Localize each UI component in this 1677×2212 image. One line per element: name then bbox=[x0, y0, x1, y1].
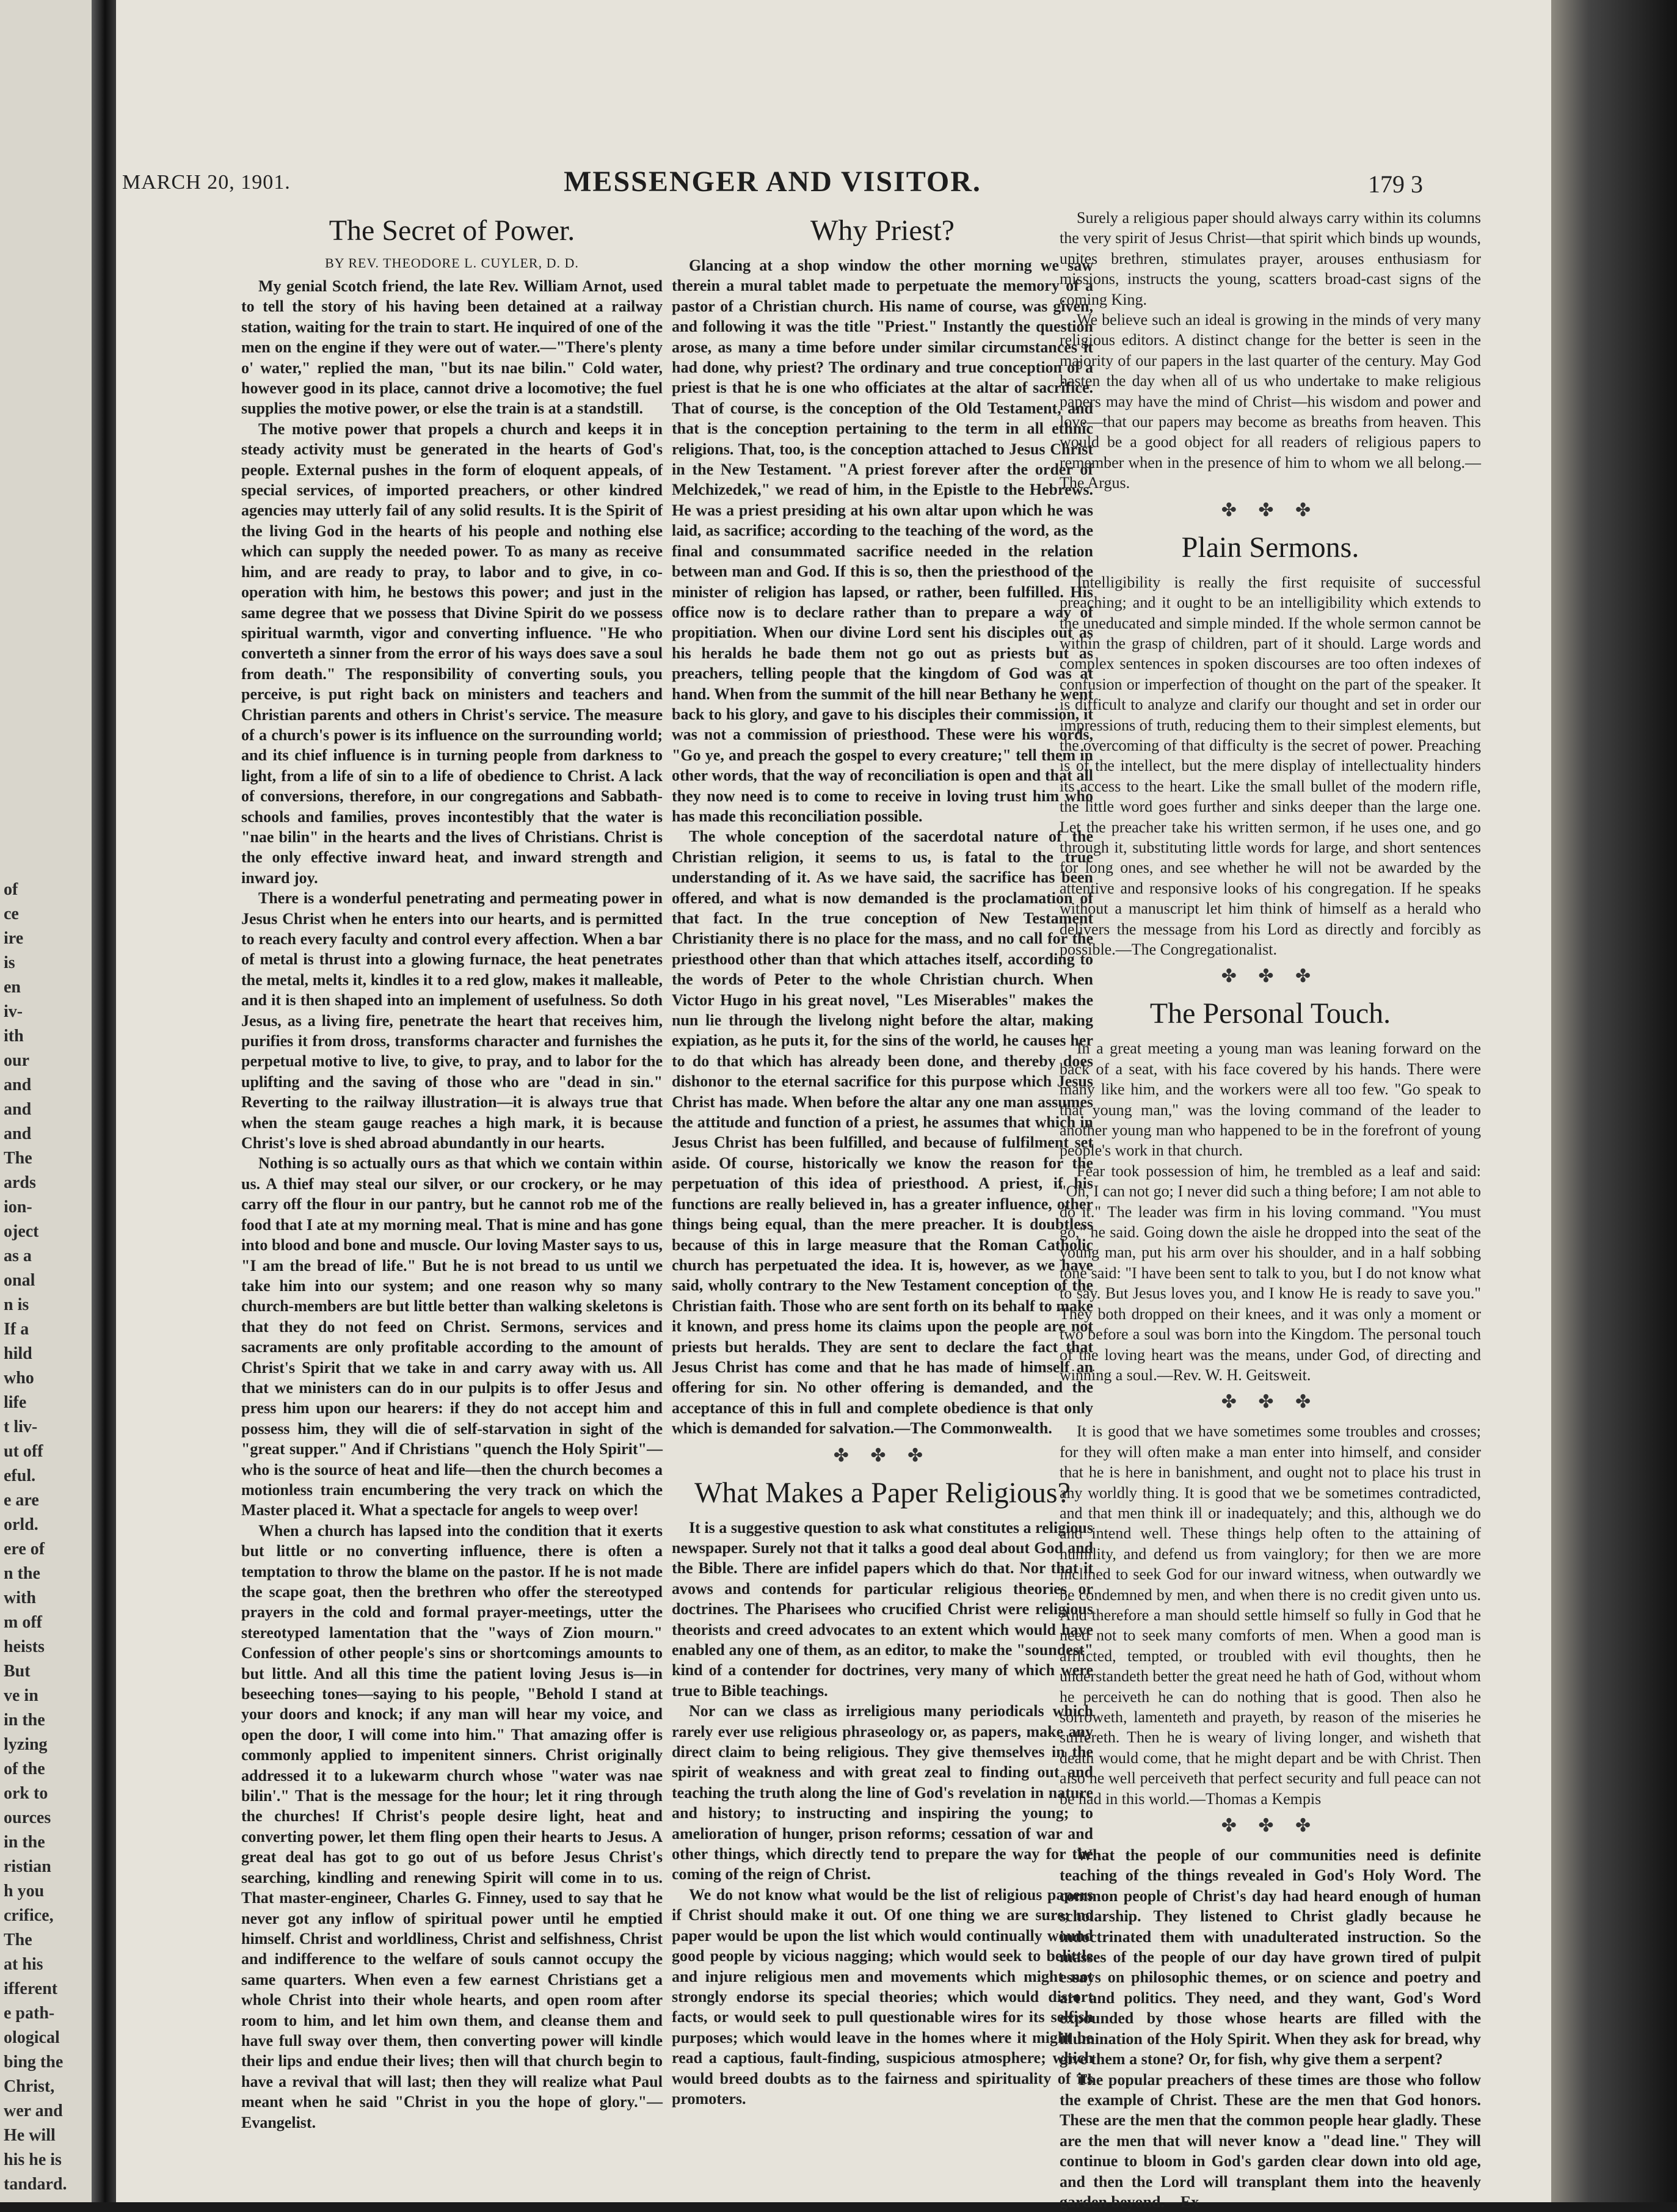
facing-page-text: and bbox=[4, 1075, 31, 1096]
article-body bbox=[1060, 1038, 1481, 1385]
facing-page-text: our bbox=[4, 1050, 29, 1071]
section-ornament: ✤ ✤ ✤ bbox=[1060, 1391, 1481, 1413]
facing-page-text: ork to bbox=[4, 1783, 48, 1804]
page-header bbox=[122, 165, 1423, 202]
paragraph: Surely a religious paper should always carry within its columns the very spirit of Jesus Christ—that spirit which binds up wounds, unites brethren, stimulates prayer, arouses enthusiasm for missions, instructs the young, scatters broad-cast signs of the coming King. bbox=[1060, 208, 1481, 310]
article-title: What Makes a Paper Religious? bbox=[672, 1475, 1093, 1512]
facing-page-text: ce bbox=[4, 904, 19, 925]
facing-page-text: of bbox=[4, 879, 18, 900]
facing-page-text: crifice, bbox=[4, 1905, 54, 1926]
facing-page-text: in the bbox=[4, 1710, 45, 1731]
paragraph: My genial Scotch friend, the late Rev. William Arnot, used to tell the story of his having been detained at a railway station, waiting for the train to start. He inquired of one of the men on the engine if they were out of water.—"There's plenty o' water," replied the man, "but its nae bilin." Cold water, however good in its place, cannot drive a locomotive; the fuel supplies the motive power, or else the train is at a standstill. bbox=[241, 276, 663, 419]
article-body-continued bbox=[1060, 208, 1481, 493]
facing-page-text: and bbox=[4, 1124, 31, 1144]
facing-page-text: life bbox=[4, 1392, 26, 1413]
article-body bbox=[672, 255, 1093, 1439]
paragraph: We believe such an ideal is growing in the minds of very many religious editors. A distinct change for the better is seen in the majority of our papers in the last quarter of the century. May God hasten the day when all of us who undertake to make religious papers may have the mind of Christ—his wisdom and power and love—that our papers may become as breaths from heaven. This would be a good object for all readers of religious papers to remember when in the presence of him to whom we all belong.—The Argus. bbox=[1060, 310, 1481, 493]
section-ornament: ✤ ✤ ✤ bbox=[672, 1445, 1093, 1466]
facing-page-text: heists bbox=[4, 1637, 45, 1657]
facing-page-text: m off bbox=[4, 1612, 42, 1633]
article-body bbox=[672, 1518, 1093, 2109]
facing-page-text: and bbox=[4, 1099, 31, 1120]
paragraph: Glancing at a shop window the other morning we saw therein a mural tablet made to perpetuate the memory of a pastor of a Christian church. His name of course, was given, and following it was the title "Priest." Instantly the question arose, as many a time before under similar circumstances it had done, why priest? The ordinary and true conception of a priest is that he is one who officiates at the altar of sacrifice. That of course, is the conception of the Old Testament, and that is the conception pertaining to the term in all ethnic religions. That, too, is the conception attached to Jesus Christ in the New Testament. "A priest forever after the order of Melchizedek," we read of him, in the Epistle to the Hebrews. He was a priest presiding at his own altar upon which he was laid, as sacrifice; according to the teaching of the word, as the final and consummated sacrifice needed in the relation between man and God. If this is so, then the priesthood of the minister of religion has lapsed, or rather, been fulfilled. His office now is to declare rather than to prepare a way of propitiation. When our divine Lord sent his disciples out as his heralds he bade them not go out as priests but as preachers, telling people that the kingdom of God was at hand. When from the summit of the hill near Bethany he went back to his glory, and gave to his disciples their commission, it was not a commission of priesthood. These were his words, "Go ye, and preach the gospel to every creature;" tell them in other words, that the way of reconciliation is open and that all they now need is to come to receive in loving trust him who has made this reconciliation possible. bbox=[672, 255, 1093, 826]
facing-page-text: ifferent bbox=[4, 1979, 57, 1999]
facing-page-text: But bbox=[4, 1661, 31, 1682]
paragraph: It is good that we have sometimes some troubles and crosses; for they will often make a man enter into himself, and consider that he is here in banishment, and ought not to place his trust in any worldly thing. It is good that we be sometimes contradicted, and that men think ill or inadequately; and this, although we do and intend well. These things help often to the attaining of humility, and defend us from vainglory; for then we are more inclined to seek God for our inward witness, when outwardly we be condemned by men, and when there is no credit given unto us. And therefore a man should settle himself so fully in God that he need not to seek many comforts of men. When a good man is afflicted, tempted, or troubled with evil thoughts, then he understandeth better the great need he hath of God, without whom he perceiveth he can do nothing that is good. Then also he sorroweth, lamenteth and prayeth, by reason of the miseries he suffereth. Then he is weary of living longer, and wisheth that death would come, that he might depart and be with Christ. Then also he well perceiveth that perfect security and full peace can not be had in this world.—Thomas a Kempis bbox=[1060, 1421, 1481, 1809]
facing-page-text: n is bbox=[4, 1295, 29, 1315]
paragraph: The popular preachers of these times are those who follow the example of Christ. These are the men that God honors. These are the men that the common people hear gladly. These are the men that will never know a "dead line." They will continue to bloom in God's garden clear down into old age, and then the Lord will transplant them into the heavenly garden beyond.—Ex bbox=[1060, 2070, 1481, 2212]
facing-page-text: at his bbox=[4, 1954, 43, 1975]
paragraph: We do not know what would be the list of religious papers if Christ should make it out. Of one thing we are sure; no paper would be upon the list which would continually wound good people by vicious nagging; which would seek to belittle and injure religious men and movements which might not strongly endorse its special theories; which would distort facts, or would seek to pull questionable wires for its selfish purposes; which would leave in the homes where it might be read a captious, fault-finding, suspicious atmosphere; which would breed doubts as to the fairness and spirituality of its promoters. bbox=[672, 1885, 1093, 2109]
column-2 bbox=[672, 208, 1093, 2109]
book-edge bbox=[1551, 0, 1677, 2202]
section-ornament: ✤ ✤ ✤ bbox=[1060, 500, 1481, 521]
facing-page-text: ological bbox=[4, 2028, 60, 2048]
facing-page-text: wer and bbox=[4, 2101, 63, 2122]
facing-page-text: tandard. bbox=[4, 2174, 67, 2195]
facing-page-fragment bbox=[0, 0, 92, 2202]
facing-page-text: If a bbox=[4, 1319, 29, 1340]
facing-page-text: of the bbox=[4, 1759, 45, 1780]
facing-page-text: ve in bbox=[4, 1686, 38, 1706]
facing-page-text: iv- bbox=[4, 1002, 23, 1022]
paragraph: Nor can we class as irreligious many periodicals which rarely ever use religious phraseology or, as papers, make any direct claim to being religious. They give themselves in the spirit of weakness and with great zeal to finding out and teaching the truth along the line of God's revelation in nature and history; to instructing and inspiring the young; to amelioration of hunger, prison reforms; cessation of war and other things, which directly tend to prepare the way for the coming of the reign of Christ. bbox=[672, 1701, 1093, 1885]
paragraph: It is a suggestive question to ask what constitutes a religious newspaper. Surely not that it talks a good deal about God and the Bible. There are infidel papers which do that. Nor that it avows and contends for particular religious theories or doctrines. The Pharisees who crucified Christ were religious theorists and creed advocates to an extent which would have enabled any one of them, as an editor, to make the "soundest" kind of a contender for doctrines, very many of which were true to Bible teachings. bbox=[672, 1518, 1093, 1701]
article-body bbox=[1060, 1421, 1481, 1809]
facing-page-text: ards bbox=[4, 1173, 36, 1193]
paragraph: There is a wonderful penetrating and permeating power in Jesus Christ when he enters into our hearts, and is permitted to reach every faculty and control every affection. When a bar of metal is thrust into a glowing furnace, the heat penetrates the metal, melts it, kindles it to a red glow, makes it malleable, and it is then shaped into an implement of usefulness. So doth Jesus, as a living fire, penetrate the heart that receives him, purifies it from dross, transforms character and furnishes the perpetual motive to live, to give, to pray, and to labor for the uplifting and the saving of those who are "dead in sin." Reverting to the railway illustration—it is always true that when the steam gauge reaches a high mark, it is because Christ's love is shed abroad abundantly in our hearts. bbox=[241, 888, 663, 1153]
facing-page-text: ristian bbox=[4, 1857, 51, 1877]
facing-page-text: his he is bbox=[4, 2150, 62, 2170]
facing-page-text: orld. bbox=[4, 1515, 38, 1535]
paragraph: The whole conception of the sacerdotal nature of the Christian religion, it seems to us, is fatal to the true understanding of it. As we have said, the sacrifice has been offered, and what is now demanded is the proclamation of that fact. In the true conception of New Testament Christianity there is no place for the mass, and no call for the priesthood other than that which attaches itself, according to the words of Peter to the whole Christian church. When Victor Hugo in his great novel, "Les Miserables" makes the nun lie through the livelong night before the altar, making expiation, as he puts it, for the sins of the world, he causes her to do that which has already been done, and thereby does dishonor to the eternal sacrifice for this purpose which Jesus Christ has made. When before the altar any one man assumes the attitude and function of a priest, he assumes that which in Jesus Christ has been fulfilled, and because of fulfilment set aside. Of course, historically we know the reason for the perpetuation of this idea of priesthood. A priest, if his functions are really believed in, has a greater influence, other things being equal, than the mere preacher. It is doubtless because of this in large measure that the Roman Catholic church has perpetuated the idea. It is, however, as we have said, wholly contrary to the New Testament conception of the Christian faith. Those who are sent forth on its behalf to make it known, and press home its claims upon the people are not priests but heralds. They are sent to declare the fact that Jesus Christ has come and that he has made of himself an offering for sin. No other offering is demanded, and the acceptance of this in full and complete obedience is that only which is demanded for salvation.—The Commonwealth. bbox=[672, 826, 1093, 1438]
section-ornament: ✤ ✤ ✤ bbox=[1060, 1815, 1481, 1836]
book-gutter bbox=[92, 0, 116, 2202]
facing-page-text: ere of bbox=[4, 1539, 45, 1560]
facing-page-text: ion- bbox=[4, 1197, 32, 1218]
facing-page-text: e path- bbox=[4, 2003, 54, 2024]
facing-page-text: The bbox=[4, 1930, 32, 1951]
facing-page-text: as a bbox=[4, 1246, 32, 1267]
facing-page-text: en bbox=[4, 977, 21, 998]
issue-date: MARCH 20, 1901. bbox=[122, 171, 291, 194]
paragraph: Intelligibility is really the first requisite of successful preaching; and it ought to be an intelligibility which extends to the uneducated and simple minded. If the whole sermon cannot be within the grasp of children, part of it should. Large words and complex sentences in spoken discourses are too often indexes of confusion or imperfection of thought on the part of the speaker. It is difficult to analyze and clarify our thought and set in order our impressions of truth, reducing them to their simplest elements, but the overcoming of that difficulty is the secret of power. Preaching is of the intellect, but the mere display of intellectuality hinders its access to the heart. Like the small bullet of the modern rifle, the little word goes further and sinks deeper than the large one. Let the preacher take his written sermon, if he uses one, and go through it, substituting little words for large, and short sentences for long ones, and see whether he will not be awarded by the attentive and responsive looks of his congregation. If he speaks without a manuscript let him think of himself as a herald who delivers the message from his Lord as directly and forcibly as possible.—The Congregationalist. bbox=[1060, 572, 1481, 960]
facing-page-text: with bbox=[4, 1588, 36, 1609]
masthead: MESSENGER AND VISITOR. bbox=[122, 165, 1423, 198]
column-3 bbox=[1060, 208, 1481, 2212]
facing-page-text: in the bbox=[4, 1832, 45, 1853]
facing-page-text: who bbox=[4, 1368, 34, 1389]
facing-page-text: lyzing bbox=[4, 1734, 48, 1755]
paragraph: In a great meeting a young man was leaning forward on the back of a seat, with his face covered by his hands. There were many like him, and the workers were all too few. "Go speak to that young man," was the loving command of the leader to another young man who happened to be in the forefront of young people's work in that church. bbox=[1060, 1038, 1481, 1160]
section-ornament: ✤ ✤ ✤ bbox=[1060, 966, 1481, 987]
facing-page-text: h you bbox=[4, 1881, 44, 1902]
article-title: Plain Sermons. bbox=[1060, 529, 1481, 566]
facing-page-text: ut off bbox=[4, 1441, 43, 1462]
page-number: 179 3 bbox=[1368, 170, 1423, 198]
facing-page-text: ources bbox=[4, 1808, 51, 1828]
article-title: The Personal Touch. bbox=[1060, 995, 1481, 1032]
facing-page-text: ire bbox=[4, 928, 23, 949]
facing-page-text: The bbox=[4, 1148, 32, 1169]
paragraph: When a church has lapsed into the condition that it exerts but little or no converting influence, there is often a temptation to throw the blame on the pastor. If he is not made the scape goat, then the brethren who offer the stereotyped prayers in the cold and formal prayer-meetings, utter the stereotyped lamentation that the "ways of Zion mourn." Confession of other people's sins or shortcomings amounts to but little. And all this time the patient loving Jesus is—in beseeching tones—saying to his people, "Behold I stand at your doors and knock; if any man will hear my voice, and open the door, I will come into him." That amazing offer is commonly applied to impenitent sinners. Christ originally addressed it to a lukewarm church whose "water was nae bilin'." That is the message for the hour; let it ring through the churches! If Christ's people desire light, heat and converting power, let them fling open their hearts to Jesus. A great deal has got to go out of us before Jesus Christ's searching, kindling and renewing Spirit will come in to us. That master-engineer, Charles G. Finney, used to say that he never got any inflow of spiritual power until he emptied himself. Christ and worldliness, Christ and selfishness, Christ and indifference to the welfare of souls cannot occupy the same quarters. When even a few earnest Christians get a whole Christ into their whole hearts, and open room after room to him, and let him own them, and cleanse them and have full sway over them, then converting power will kindle their lips and endue their lives; then will that church begin to have a revival that will last; then they will realize what Paul meant when he said "Christ in you the hope of glory."—Evangelist. bbox=[241, 1521, 663, 2133]
article-title: The Secret of Power. bbox=[241, 213, 663, 249]
facing-page-text: Christ, bbox=[4, 2076, 54, 2097]
facing-page-text: He will bbox=[4, 2125, 56, 2146]
paragraph: Fear took possession of him, he trembled as a leaf and said: "Oh, I can not go; I never did such a thing before; I am not able to do it." The leader was firm in his loving command. "You must go," he said. Going down the aisle he dropped into the seat of the young man, put his arm over his shoulder, and in a half sobbing tone said: "I have been sent to talk to you, but I do not know what to say. But Jesus loves you, and I know He is ready to save you." They both dropped on their knees, and it was only a moment or two before a soul was born into the Kingdom. The personal touch of the loving heart was the means, under God, of directing and winning a soul.—Rev. W. H. Geitsweit. bbox=[1060, 1161, 1481, 1385]
article-title: Why Priest? bbox=[672, 213, 1093, 249]
article-body bbox=[1060, 572, 1481, 960]
facing-page-text: eful. bbox=[4, 1466, 35, 1486]
paragraph: What the people of our communities need is definite teaching of the things revealed in God's Holy Word. The common people of Christ's day had heard enough of human scholarship. They listened to Christ gladly because he indoctrinated them with unadulterated instruction. So the masses of the people of our day have grown tired of pulpit essays on philosophic themes, or on science and poetry and art and politics. They need, and they want, God's Word expounded by those whose hearts are filled with the illumination of the Holy Spirit. When they ask for bread, why give them a stone? Or, for fish, why give them a serpent? bbox=[1060, 1845, 1481, 2069]
facing-page-text: t liv- bbox=[4, 1417, 37, 1438]
facing-page-text: hild bbox=[4, 1344, 32, 1364]
paragraph: Nothing is so actually ours as that which we contain within us. A thief may steal our silver, or our crockery, or he may carry off the flour in our pantry, but he cannot rob me of the food that I ate at my morning meal. That is mine and has gone into blood and bone and muscle. Our loving Master says to us, "I am the bread of life." But he is not bread to us until we take him into our system; and one reason why so many church-members are but little better than walking skeletons is that they do not feed on Christ. Sermons, services and sacraments are only profitable according to the amount of Christ's Spirit that we take in and carry away with us. All that we ministers can do in our pulpits is to offer Jesus and press him upon our hearers: if they do not accept him and possess him, they will die of self-starvation in sight of the "great supper." And if Christians "quench the Holy Spirit"—who is the source of heat and life—then the church becomes a motionless train encumbering the very track on which the Master placed it. What a spectacle for angels to weep over! bbox=[241, 1153, 663, 1520]
paragraph: The motive power that propels a church and keeps it in steady activity must be generated in the hearts of God's people. External pushes in the form of eloquent appeals, of special services, of imported preachers, or other kindred agencies may utterly fail of any solid results. It is the Spirit of the living God in the hearts of his people and nothing else which can supply the needed power. To as many as receive him, and are ready to pray, to labor and to give, in co-operation with him, he bestows this power; and just in the same degree that we possess that Divine Spirit do we possess spiritual warmth, vigor and converting influence. "He who converteth a sinner from the error of his ways does save a soul from death." The responsibility of converting souls, you perceive, is put right back on ministers and teachers and Christian parents and others in Christ's service. The measure of a church's power is its influence on the surrounding world; and its chief influence is in turning people from darkness to light, from a life of sin to a life of obedience to Christ. A lack of conversions, therefore, in our congregations and Sabbath-schools and families, proves incontestibly that the water is "nae bilin" in the hearts and the lives of Christians. Christ is the only effective inward heat, and inward strength and inward joy. bbox=[241, 419, 663, 888]
facing-page-text: e are bbox=[4, 1490, 39, 1511]
article-byline: BY REV. THEODORE L. CUYLER, D. D. bbox=[241, 255, 663, 271]
facing-page-text: is bbox=[4, 953, 15, 973]
article-body bbox=[241, 276, 663, 2133]
column-1 bbox=[241, 208, 663, 2133]
facing-page-text: ith bbox=[4, 1026, 24, 1047]
facing-page-text: n the bbox=[4, 1563, 40, 1584]
facing-page-text: onal bbox=[4, 1270, 35, 1291]
facing-page-text: bing the bbox=[4, 2052, 63, 2073]
facing-page-text: oject bbox=[4, 1221, 39, 1242]
article-body bbox=[1060, 1845, 1481, 2212]
